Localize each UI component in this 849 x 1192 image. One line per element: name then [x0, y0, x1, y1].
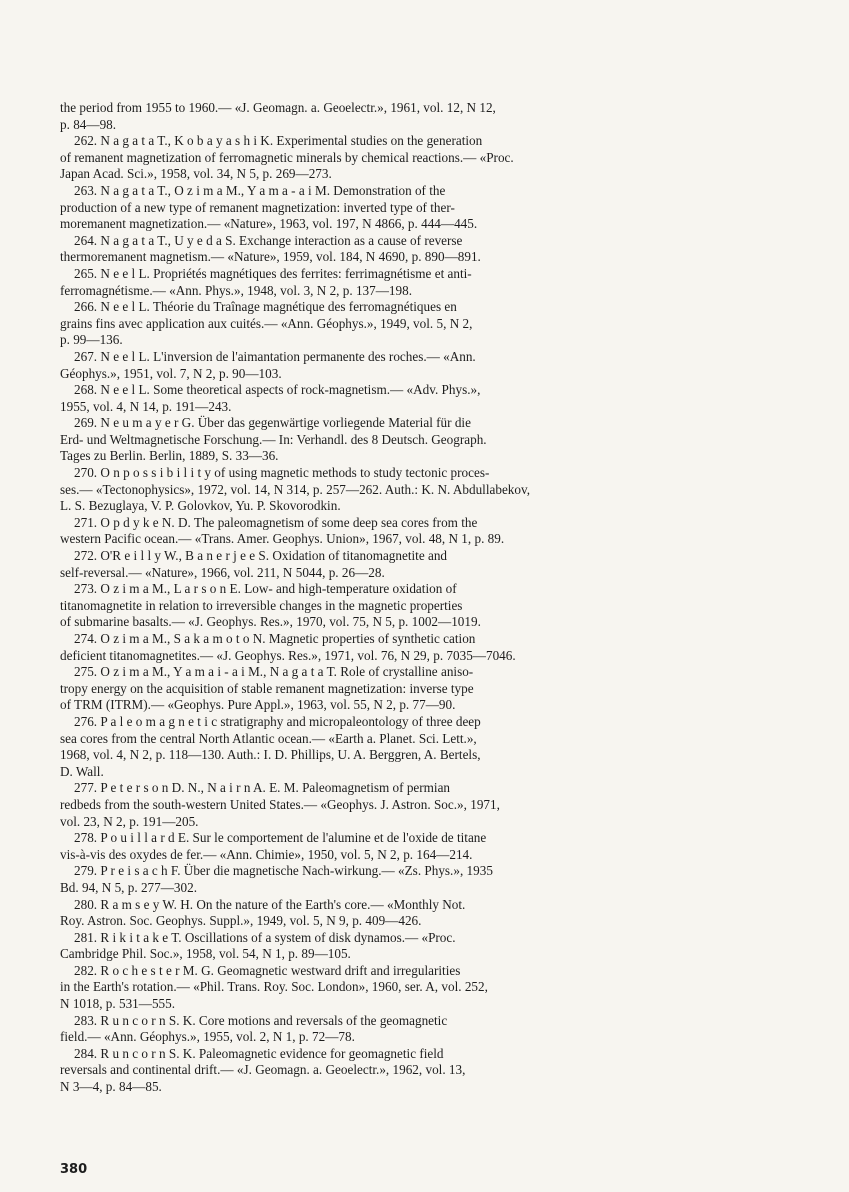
reference-line: ses.— «Tectonophysics», 1972, vol. 14, N 314, p. 257—262. Auth.: K. N. Abdullabekov,: [60, 481, 531, 497]
reference-line: 265. N e e l L. Propriétés magnétiques des ferrites: ferrimagnétisme et anti-: [74, 265, 472, 281]
reference-line: Japan Acad. Sci.», 1958, vol. 34, N 5, p. 269—273.: [60, 166, 332, 182]
reference-line: Roy. Astron. Soc. Geophys. Suppl.», 1949, vol. 5, N 9, p. 409—426.: [60, 913, 422, 929]
reference-line: reversals and continental drift.— «J. Geomagn. a. Geoelectr.», 1962, vol. 13,: [60, 1062, 466, 1078]
reference-line: 280. R a m s e y W. H. On the nature of the Earth's core.— «Monthly Not.: [74, 896, 466, 912]
reference-line: 279. P r e i s a c h F. Über die magnetische Nach-wirkung.— «Zs. Phys.», 1935: [74, 863, 493, 879]
reference-line: 271. O p d y k e N. D. The paleomagnetism of some deep sea cores from the: [74, 514, 478, 530]
reference-line: 262. N a g a t a T., K o b a y a s h i K. Experimental studies on the generation: [74, 133, 483, 149]
reference-line: Cambridge Phil. Soc.», 1958, vol. 54, N 1, p. 89—105.: [60, 946, 351, 962]
reference-line: 266. N e e l L. Théorie du Traînage magnétique des ferromagnétiques en: [74, 299, 457, 315]
reference-line: Bd. 94, N 5, p. 277—302.: [60, 879, 198, 895]
reference-line: deficient titanomagnetites.— «J. Geophys. Res.», 1971, vol. 76, N 29, p. 7035—7046.: [60, 647, 516, 663]
reference-line: 272. O'R e i l l y W., B a n e r j e e S. Oxidation of titanomagnetite and: [74, 548, 448, 564]
reference-line: western Pacific ocean.— «Trans. Amer. Geophys. Union», 1967, vol. 48, N 1, p. 89.: [60, 531, 505, 547]
reference-line: 269. N e u m a y e r G. Über das gegenwärtige vorliegende Material für die: [74, 415, 471, 431]
reference-line: 267. N e e l L. L'inversion de l'aimantation permanente des roches.— «Ann.: [74, 348, 476, 364]
reference-line: Tages zu Berlin. Berlin, 1889, S. 33—36.: [60, 448, 279, 464]
reference-line: ferromagnétisme.— «Ann. Phys.», 1948, vol. 3, N 2, p. 137—198.: [60, 282, 413, 298]
reference-line: self-reversal.— «Nature», 1966, vol. 211, N 5044, p. 26—28.: [60, 564, 385, 580]
reference-line: field.— «Ann. Géophys.», 1955, vol. 2, N 1, p. 72—78.: [60, 1029, 355, 1045]
reference-line: 263. N a g a t a T., O z i m a M., Y a m a - a i M. Demonstration of the: [74, 182, 446, 198]
reference-line: sea cores from the central North Atlantic ocean.— «Earth a. Planet. Sci. Lett.»,: [60, 730, 477, 746]
reference-line: 276. P a l e o m a g n e t i c stratigraphy and micropaleontology of three deep: [74, 713, 481, 729]
reference-line: 268. N e e l L. Some theoretical aspects of rock-magnetism.— «Adv. Phys.»,: [74, 382, 481, 398]
reference-line: 264. N a g a t a T., U y e d a S. Exchange interaction as a cause of reverse: [74, 232, 463, 248]
reference-list: [60, 100, 798, 1096]
reference-line: the period from 1955 to 1960.— «J. Geomagn. a. Geoelectr.», 1961, vol. 12, N 12,: [60, 100, 496, 115]
reference-line: 281. R i k i t a k e T. Oscillations of a system of disk dynamos.— «Proc.: [74, 929, 456, 945]
reference-line: moremanent magnetization.— «Nature», 1963, vol. 197, N 4866, p. 444—445.: [60, 216, 478, 232]
reference-line: 275. O z i m a M., Y a m a i - a i M., N a g a t a T. Role of crystalline aniso-: [74, 664, 474, 680]
reference-line: N 1018, p. 531—555.: [60, 996, 176, 1012]
reference-line: titanomagnetite in relation to irreversible changes in the magnetic properties: [60, 597, 463, 613]
reference-line: tropy energy on the acquisition of stable remanent magnetization: inverse type: [60, 680, 474, 696]
reference-line: of TRM (ITRM).— «Geophys. Pure Appl.», 1963, vol. 55, N 2, p. 77—90.: [60, 697, 456, 713]
reference-line: of submarine basalts.— «J. Geophys. Res.», 1970, vol. 75, N 5, p. 1002—1019.: [60, 614, 481, 630]
reference-line: p. 84—98.: [60, 116, 117, 132]
reference-line: grains fins avec application aux cuités.— «Ann. Géophys.», 1949, vol. 5, N 2,: [60, 315, 473, 331]
reference-line: D. Wall.: [60, 763, 104, 779]
reference-line: 278. P o u i l l a r d E. Sur le comportement de l'alumine et de l'oxide de titane: [74, 830, 487, 846]
reference-line: 282. R o c h e s t e r M. G. Geomagnetic westward drift and irregularities: [74, 962, 461, 978]
reference-line: 273. O z i m a M., L a r s o n E. Low- and high-temperature oxidation of: [74, 581, 457, 597]
reference-line: 277. P e t e r s o n D. N., N a i r n A. E. M. Paleomagnetism of permian: [74, 780, 451, 796]
reference-line: 283. R u n c o r n S. K. Core motions and reversals of the geomagnetic: [74, 1012, 448, 1028]
reference-line: 1968, vol. 4, N 2, p. 118—130. Auth.: I. D. Phillips, U. A. Berggren, A. Bertels,: [60, 747, 481, 763]
reference-line: thermoremanent magnetism.— «Nature», 1959, vol. 184, N 4690, p. 890—891.: [60, 249, 481, 265]
reference-line: in the Earth's rotation.— «Phil. Trans. Roy. Soc. London», 1960, ser. A, vol. 252,: [60, 979, 488, 995]
reference-line: of remanent magnetization of ferromagnetic minerals by chemical reactions.— «Proc.: [60, 149, 514, 165]
reference-line: redbeds from the south-western United States.— «Geophys. J. Astron. Soc.», 1971,: [60, 796, 500, 812]
reference-line: Erd- und Weltmagnetische Forschung.— In: Verhandl. des 8 Deutsch. Geograph.: [60, 431, 487, 447]
reference-line: 270. O n p o s s i b i l i t y of using magnetic methods to study tectonic proces-: [74, 465, 490, 481]
reference-line: 1955, vol. 4, N 14, p. 191—243.: [60, 398, 232, 414]
reference-line: p. 99—136.: [60, 332, 123, 348]
reference-line: 284. R u n c o r n S. K. Paleomagnetic evidence for geomagnetic field: [74, 1045, 444, 1061]
reference-line: production of a new type of remanent magnetization: inverted type of ther-: [60, 199, 455, 215]
page-number: 380: [60, 1162, 88, 1177]
reference-line: N 3—4, p. 84—85.: [60, 1079, 162, 1095]
reference-line: vis-à-vis des oxydes de fer.— «Ann. Chimie», 1950, vol. 5, N 2, p. 164—214.: [60, 846, 473, 862]
reference-line: vol. 23, N 2, p. 191—205.: [60, 813, 199, 829]
reference-line: Géophys.», 1951, vol. 7, N 2, p. 90—103.: [60, 365, 282, 381]
reference-line: 274. O z i m a M., S a k a m o t o N. Magnetic properties of synthetic cation: [74, 631, 476, 646]
reference-line: L. S. Bezuglaya, V. P. Golovkov, Yu. P. Skovorodkin.: [60, 498, 341, 514]
